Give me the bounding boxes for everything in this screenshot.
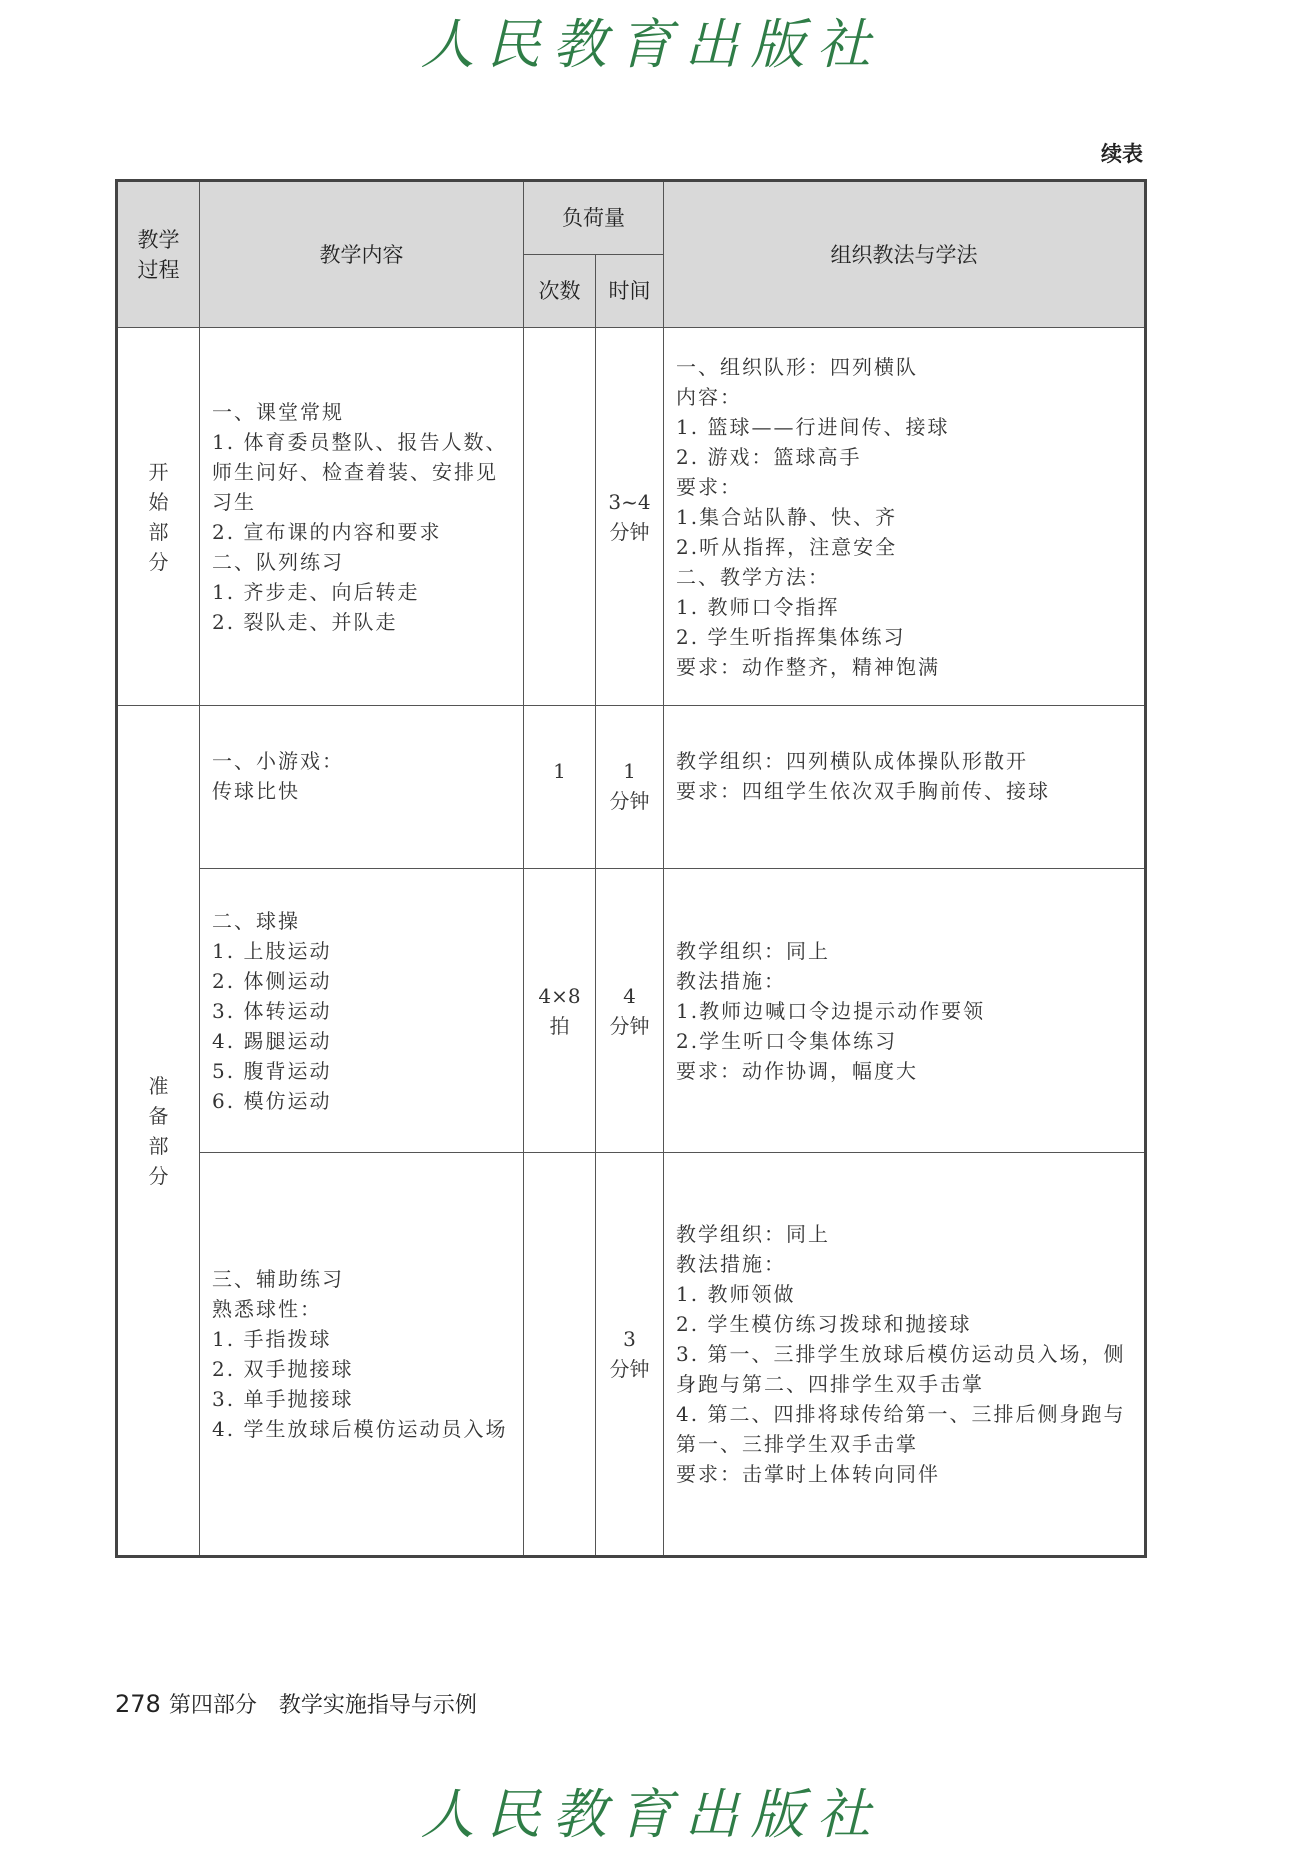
method-cell: 一、组织队形：四列横队 内容： 1. 篮球——行进间传、接球 2. 游戏：篮球高手 要求： 1.集合站队静、快、齐 2.听从指挥，注意安全 二、教学方法： 1. 教师口令指挥 2. 学生听指挥集体练习 要求：动作整齐，精神饱满 — [664, 328, 1146, 706]
content-cell: 二、球操 1. 上肢运动 2. 体侧运动 3. 体转运动 4. 踢腿运动 5. 腹背运动 6. 模仿运动 — [200, 869, 524, 1153]
lesson-plan-table — [115, 179, 1147, 1558]
time-cell: 3~4 分钟 — [596, 328, 664, 706]
time-cell: 3 分钟 — [596, 1153, 664, 1557]
count-cell — [524, 1153, 596, 1557]
header-time: 时间 — [596, 255, 664, 328]
count-cell: 4×8 拍 — [524, 869, 596, 1153]
content-cell: 一、课堂常规 1. 体育委员整队、报告人数、 师生问好、检查着装、安排见 习生 2. 宣布课的内容和要求 二、队列练习 1. 齐步走、向后转走 2. 裂队走、并队走 — [200, 328, 524, 706]
continued-label: 续表 — [1101, 142, 1143, 166]
method-cell: 教学组织：同上 教法措施： 1. 教师领做 2. 学生模仿练习拨球和抛接球 3. 第一、三排学生放球后模仿运动员入场，侧 身跑与第二、四排学生双手击掌 4. 第二、四排将球传给第一、三排后侧身跑与 第一、三排学生双手击掌 要求：击掌时上体转向同伴 — [664, 1153, 1146, 1557]
header-load: 负荷量 — [524, 181, 664, 255]
table-row — [117, 1153, 1146, 1557]
stage-cell: 开 始 部 分 — [117, 328, 200, 706]
time-cell: 4 分钟 — [596, 869, 664, 1153]
count-cell: 1 — [524, 706, 596, 869]
publisher-logo-top: 人民教育出版社 — [420, 13, 883, 76]
header-method: 组织教法与学法 — [664, 181, 1146, 328]
header-process: 教学 过程 — [117, 181, 200, 328]
header-count: 次数 — [524, 255, 596, 328]
method-cell: 教学组织：同上 教法措施： 1.教师边喊口令边提示动作要领 2.学生听口令集体练习 要求：动作协调，幅度大 — [664, 869, 1146, 1153]
section-title: 第四部分 教学实施指导与示例 — [168, 1693, 477, 1718]
header-content: 教学内容 — [200, 181, 524, 328]
table-row — [117, 869, 1146, 1153]
stage-cell: 准 备 部 分 — [117, 706, 200, 1557]
content-cell: 三、辅助练习 熟悉球性： 1. 手指拨球 2. 双手抛接球 3. 单手抛接球 4. 学生放球后模仿运动员入场 — [200, 1153, 524, 1557]
time-cell: 1 分钟 — [596, 706, 664, 869]
count-cell — [524, 328, 596, 706]
table-row — [117, 706, 1146, 869]
page-number: 278 — [115, 1690, 161, 1718]
publisher-logo-bottom: 人民教育出版社 — [420, 1783, 883, 1846]
table-row — [117, 328, 1146, 706]
method-cell: 教学组织：四列横队成体操队形散开 要求：四组学生依次双手胸前传、接球 — [664, 706, 1146, 869]
content-cell: 一、小游戏： 传球比快 — [200, 706, 524, 869]
page-footer — [115, 1688, 477, 1719]
